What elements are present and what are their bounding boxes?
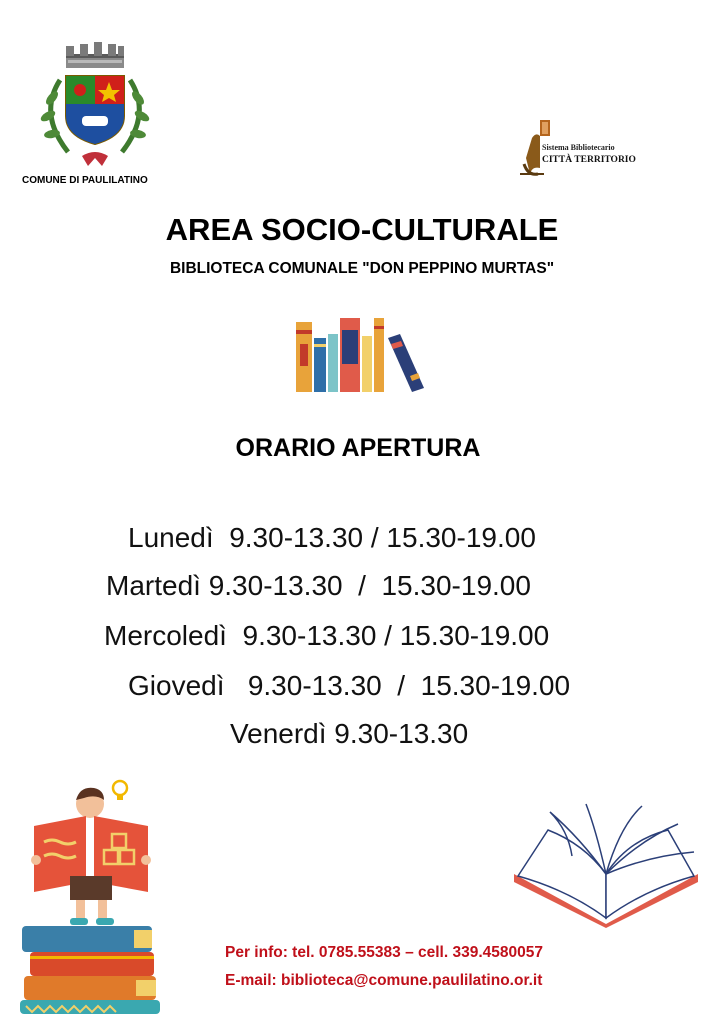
citta-territorio-label: CITTÀ TERRITORIO bbox=[542, 155, 636, 165]
hours-heading: ORARIO APERTURA bbox=[235, 434, 481, 462]
hours-row-wednesday: Mercoledì 9.30-13.30 / 15.30-19.00 bbox=[104, 620, 550, 651]
page-title: AREA SOCIO-CULTURALE bbox=[165, 212, 559, 247]
hours-row-monday: Lunedì 9.30-13.30 / 15.30-19.00 bbox=[128, 522, 536, 553]
kid-reading-illustration bbox=[14, 776, 172, 1016]
contact-phone-line: Per info: tel. 0785.55383 – cell. 339.4580057 bbox=[225, 944, 543, 961]
page-subtitle: BIBLIOTECA COMUNALE "DON PEPPINO MURTAS" bbox=[169, 260, 555, 277]
books-illustration bbox=[292, 316, 432, 394]
municipal-crest-logo bbox=[36, 40, 154, 172]
hours-row-friday: Venerdì 9.30-13.30 bbox=[230, 718, 469, 749]
hours-row-tuesday: Martedì 9.30-13.30 / 15.30-19.00 bbox=[106, 570, 531, 601]
hours-row-thursday: Giovedì 9.30-13.30 / 15.30-19.00 bbox=[128, 670, 571, 701]
comune-label: COMUNE DI PAULILATINO bbox=[22, 175, 148, 186]
open-book-illustration bbox=[508, 800, 704, 928]
sistema-bibliotecario-label: Sistema Bibliotecario bbox=[542, 143, 615, 152]
contact-email-line: E-mail: biblioteca@comune.paulilatino.or.it bbox=[225, 972, 543, 989]
